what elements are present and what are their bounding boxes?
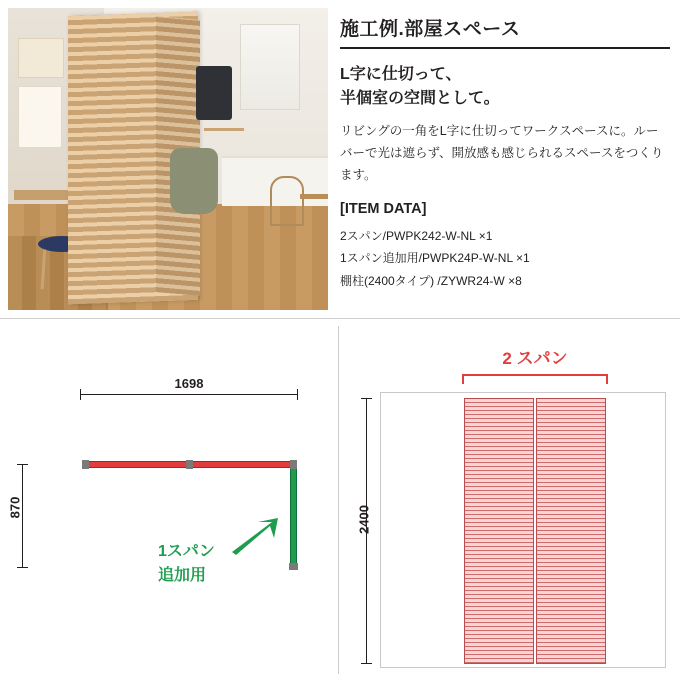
plan-added-run: [290, 461, 297, 567]
plan-depth-label: 870: [7, 496, 23, 519]
article-subhead: [340, 63, 670, 111]
article-body: リビングの一角をL字に仕切ってワークスペースに。ルーバーで光は遮らず、開放感も感じられるスペースをつくります。: [340, 124, 664, 182]
photo-chair: [270, 176, 304, 226]
section-divider: [0, 318, 680, 319]
photo-poster: [18, 86, 62, 148]
plan-post: [186, 460, 193, 469]
installation-photo: [8, 8, 328, 310]
plan-callout-line2: 追加用: [158, 567, 207, 584]
photo-poster-top: [18, 38, 64, 78]
plan-width-dimension-line: [80, 394, 298, 395]
item-data-title: [ITEM DATA]: [340, 200, 427, 217]
plan-callout: [158, 540, 215, 588]
callout-arrow-icon: [228, 516, 284, 556]
photo-backpack: [170, 148, 218, 214]
photo-hanging-bag: [196, 66, 232, 120]
elevation-louver-panel: [536, 398, 606, 664]
item-data-row: 2スパン/PWPK242-W-NL ×1: [340, 228, 493, 243]
photo-shelf: [204, 128, 244, 131]
plan-post: [289, 563, 298, 570]
text-column: [340, 14, 670, 293]
item-data-row: 1スパン追加用/PWPK24P-W-NL ×1: [340, 251, 530, 266]
plan-post: [82, 460, 89, 469]
elevation-span-label: 2 スパン: [502, 349, 568, 368]
photo-window: [240, 24, 300, 110]
item-data-row: 棚柱(2400タイプ) /ZYWR24-W ×8: [340, 274, 522, 289]
plan-post: [290, 460, 297, 469]
article-subhead-line1: L字に仕切って、: [340, 66, 462, 83]
elevation-height-label: 2400: [356, 505, 372, 534]
article-heading: 施工例.部屋スペース: [340, 14, 670, 49]
top-section: [0, 0, 680, 318]
elevation-louver-panel: [464, 398, 534, 664]
elevation-span-bracket: [462, 374, 608, 384]
plan-callout-line1: 1スパン: [158, 543, 215, 560]
photo-table: [300, 194, 328, 199]
plan-width-label: 1698: [174, 376, 204, 391]
article-subhead-line2: 半個室の空間として。: [340, 90, 500, 107]
